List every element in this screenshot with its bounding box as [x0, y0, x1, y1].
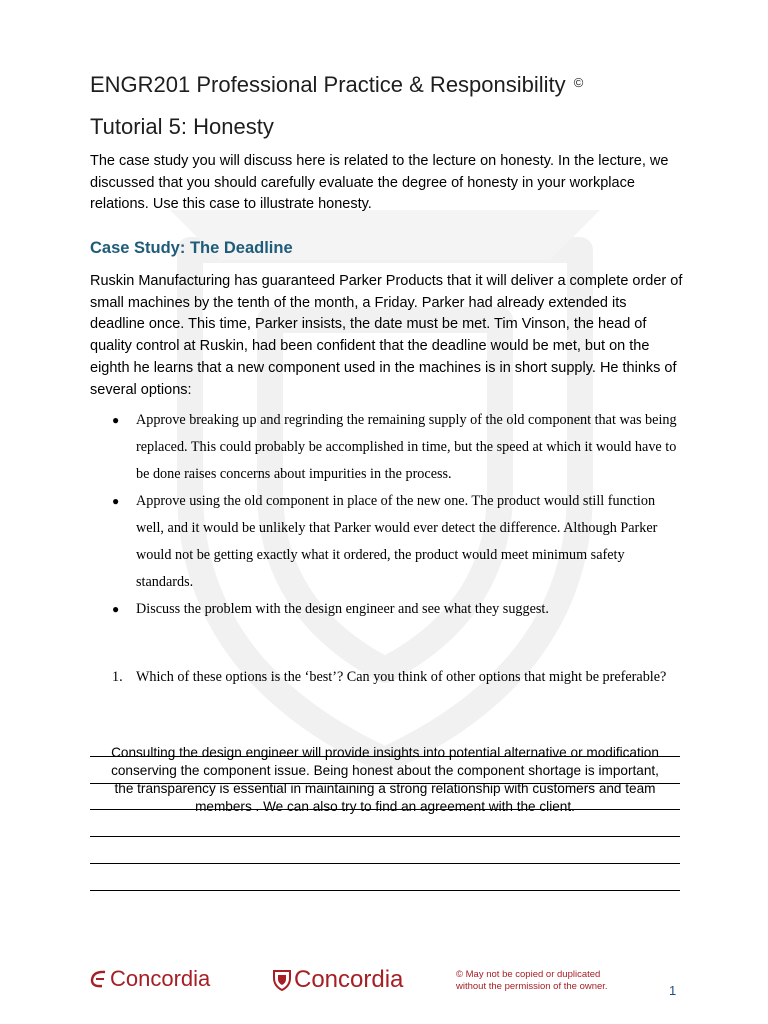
logo-left-text: Concordia	[110, 966, 211, 991]
question-text: Which of these options is the ‘best’? Can you think of other options that might be preferable?	[136, 669, 667, 685]
concordia-mark-icon	[90, 969, 108, 989]
list-item	[90, 596, 680, 623]
list-item	[90, 488, 680, 596]
answer-line	[90, 836, 680, 837]
tutorial-title: Tutorial 5: Honesty	[90, 114, 274, 139]
title-text: ENGR201 Professional Practice & Responsibility	[90, 72, 566, 97]
page-title	[90, 72, 583, 98]
answer-line	[90, 890, 680, 891]
options-list	[90, 407, 680, 623]
answer-text: Consulting the design engineer will provide insights into potential alternative or modification conserving the component issue. Being honest about the component shortage is important, the transparency is essential in maintaining a strong relationship with customers and team members . We can also try to find an agreement with the client.	[111, 745, 659, 814]
option-text: Approve using the old component in place of the new one. The product would still function well, and it would be unlikely that Parker would ever detect the difference. Although Parker would not be getting exactly what it ordered, the product would meet minimum safety standards.	[136, 493, 658, 590]
copyright-notice	[456, 969, 608, 992]
case-study-paragraph: Ruskin Manufacturing has guaranteed Parker Products that it will deliver a complete order of small machines by the tenth of the month, a Friday. Parker had already extended its deadline once. This time, Parker insists, the date must be met. Tim Vinson, the head of quality control at Ruskin, had been confident that the deadline would be met, but on the eighth he learns that a new component used in the machines is in short supply. He thinks of several options:	[90, 273, 683, 398]
intro-paragraph: The case study you will discuss here is related to the lecture on honesty. In the lecture, we discussed that you should carefully evaluate the degree of honesty in your workplace relations. Use this case to illustrate honesty.	[90, 153, 669, 212]
questions-list	[90, 664, 680, 691]
concordia-shield-icon	[272, 969, 292, 991]
question-number: 1.	[112, 669, 123, 685]
bullet-icon: ●	[112, 494, 120, 508]
copyright-symbol: ©	[573, 75, 584, 90]
concordia-logo-right	[272, 966, 403, 994]
bullet-icon: ●	[112, 413, 120, 427]
logo-right-text: Concordia	[294, 966, 404, 993]
option-text: Discuss the problem with the design engineer and see what they suggest.	[136, 601, 549, 617]
page-number: 1	[669, 983, 677, 998]
copyright-line: © May not be copied or duplicated	[456, 969, 601, 980]
concordia-logo-left	[90, 966, 210, 992]
option-text: Approve breaking up and regrinding the remaining supply of the old component that was being replaced. This could probably be accomplished in time, but the speed at which it would have to be done raises concerns about impurities in the process.	[136, 412, 677, 482]
question-item	[90, 664, 680, 691]
answer-line	[90, 863, 680, 864]
copyright-line: without the permission of the owner.	[456, 980, 608, 992]
footer	[90, 960, 680, 1000]
list-item	[90, 407, 680, 488]
case-study-heading: Case Study: The Deadline	[90, 239, 293, 257]
bullet-icon: ●	[112, 602, 120, 616]
